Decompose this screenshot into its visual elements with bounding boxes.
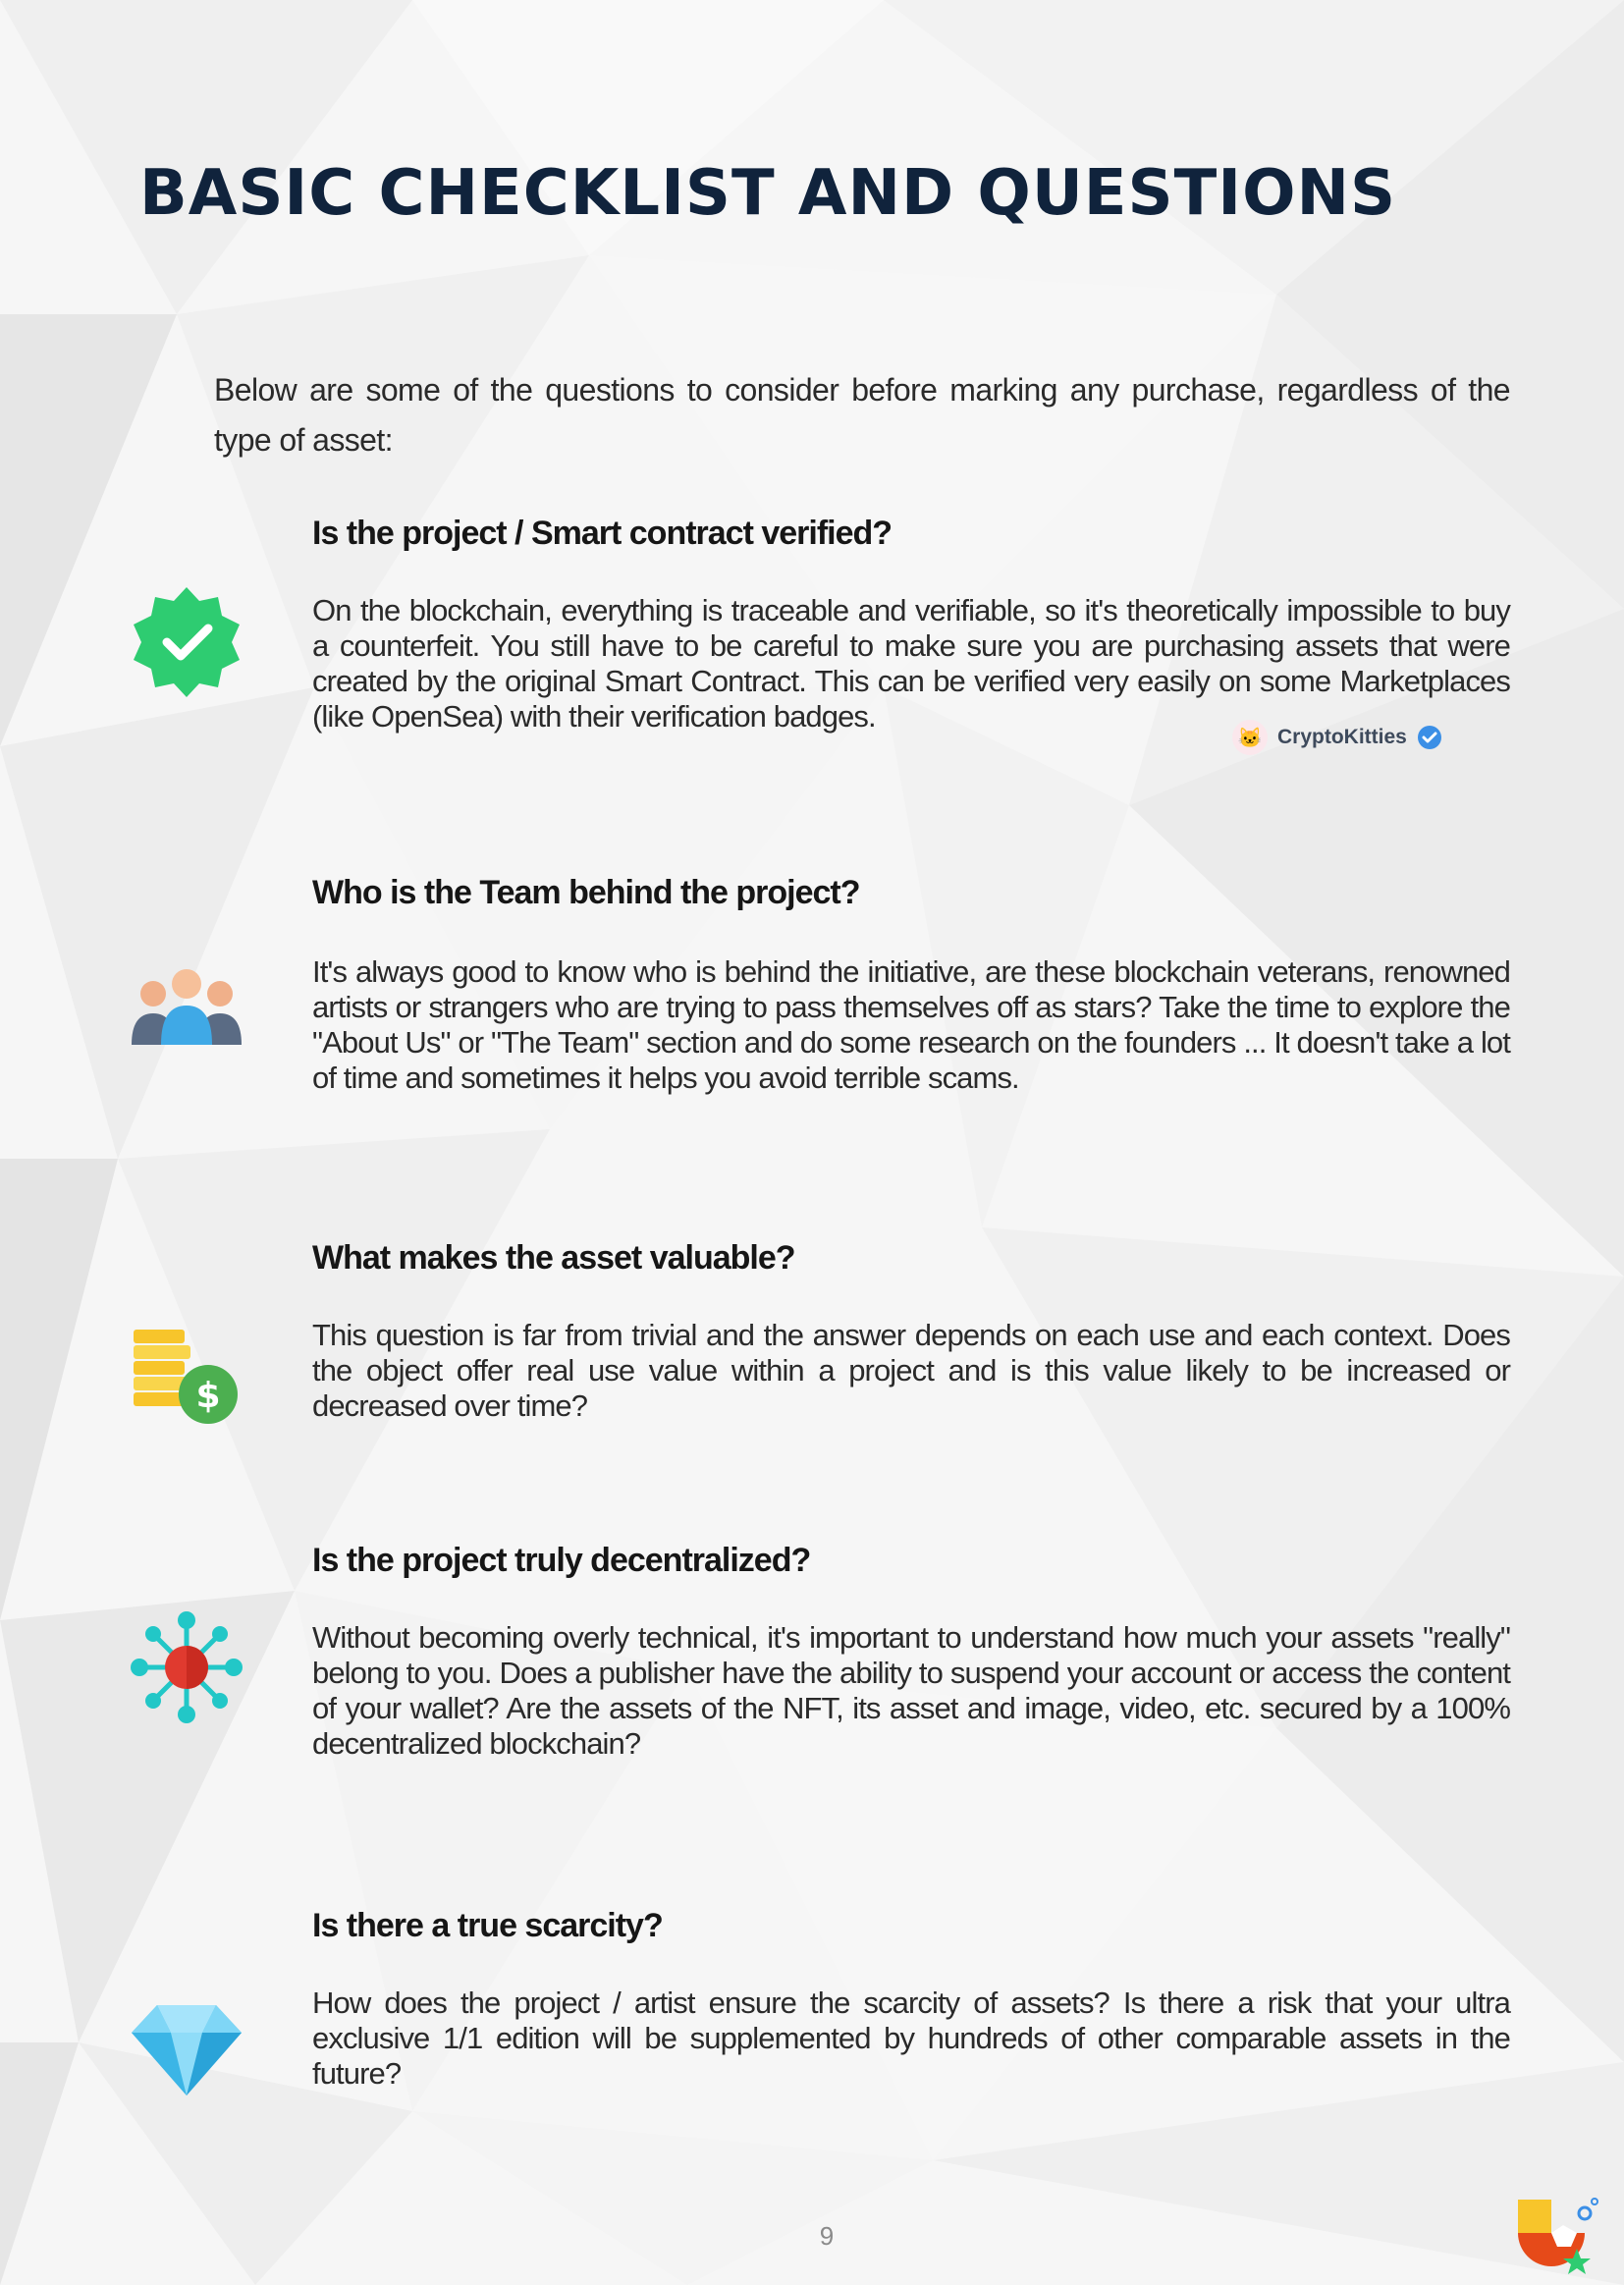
brand-logo-icon	[1508, 2190, 1606, 2278]
cryptokitties-verified-badge	[1232, 720, 1442, 755]
section-body: How does the project / artist ensure the scarcity of assets? Is there a risk that your ultra exclusive 1/1 edition will be supplemented by hundreds of other comparable assets in the future?	[312, 1986, 1510, 2091]
team-icon	[128, 943, 245, 1061]
page-title: BASIC CHECKLIST AND QUESTIONS	[139, 157, 1397, 230]
section-heading: Is the project / Smart contract verified?	[312, 515, 893, 552]
section-body: This question is far from trivial and the answer depends on each use and each context. Does the object offer real use value within a project and is this value likely to be increased or decreased over time?	[312, 1318, 1510, 1423]
section-heading: Is the project truly decentralized?	[312, 1542, 811, 1579]
section-body: It's always good to know who is behind the initiative, are these blockchain veterans, renowned artists or strangers who are trying to pass themselves off as stars? Take the time to explore the "About Us" or "The Team" section and do some research on the founders ... It doesn't take a lot of time and sometimes it helps you avoid terrible scams.	[312, 954, 1510, 1095]
coins-dollar-icon	[128, 1316, 245, 1434]
cat-icon: 🐱	[1232, 720, 1268, 755]
blue-verified-check-icon	[1417, 725, 1442, 750]
section-body: Without becoming overly technical, it's important to understand how much your assets "really" belong to you. Does a publisher have the ability to suspend your account or access the content of your wallet? Are the assets of the NFT, its asset and image, video, etc. secured by a 100% decentralized blockchain?	[312, 1620, 1510, 1761]
page-number: 9	[819, 2221, 835, 2251]
network-nodes-icon	[128, 1608, 245, 1726]
brand-name: CryptoKitties	[1277, 726, 1407, 748]
svg-text:$: $	[195, 1376, 221, 1416]
intro-paragraph: Below are some of the questions to consider before marking any purchase, regardless of the type of asset:	[214, 372, 1510, 458]
section-heading: What makes the asset valuable?	[312, 1239, 795, 1277]
diamond-icon	[128, 1986, 245, 2103]
section-body: On the blockchain, everything is traceable and verifiable, so it's theoretically impossible to buy a counterfeit. You still have to be careful to make sure you are purchasing assets that were created by the original Smart Contract. This can be verified very easily on some Marketplaces (like OpenSea) with their verification badges.	[312, 593, 1510, 734]
section-heading: Is there a true scarcity?	[312, 1907, 663, 1944]
section-heading: Who is the Team behind the project?	[312, 874, 860, 911]
verified-badge-icon	[128, 583, 245, 701]
